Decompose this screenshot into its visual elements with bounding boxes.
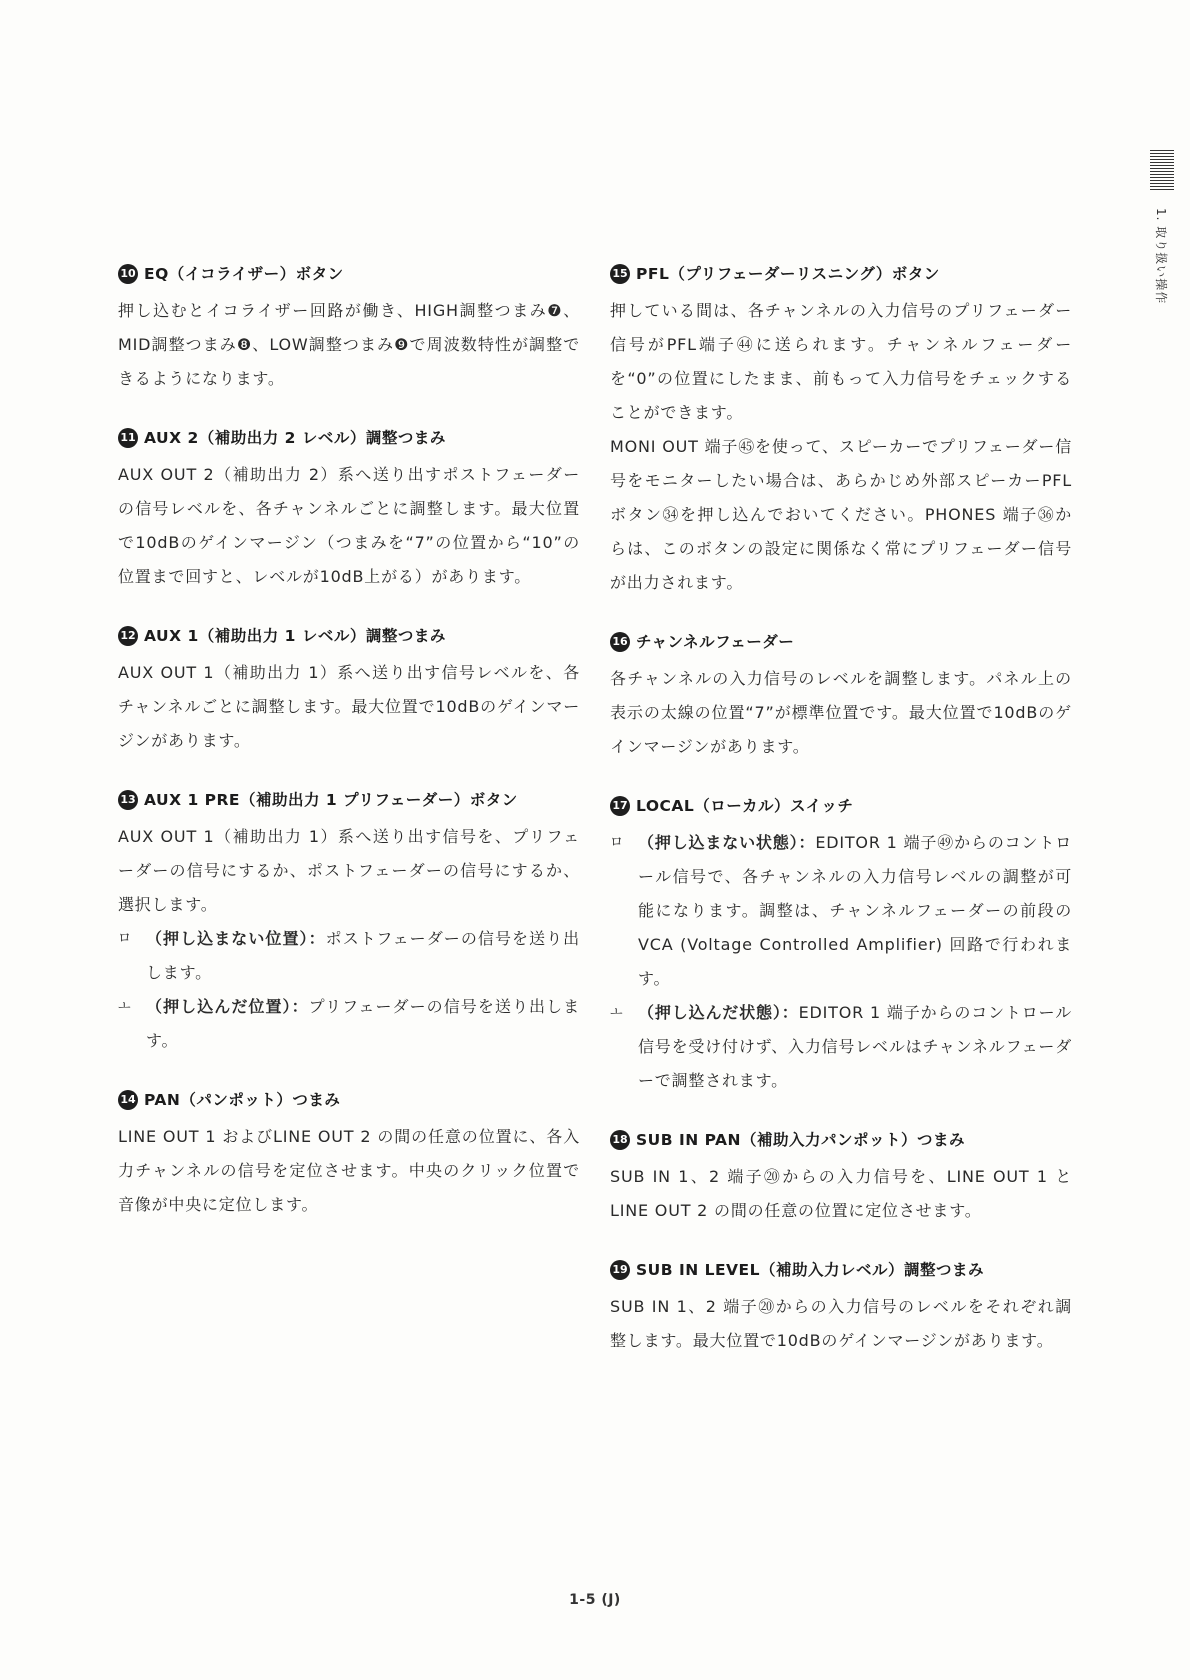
section-sub-in-pan bbox=[610, 1128, 1072, 1228]
option-label: （押し込んだ位置）： bbox=[146, 997, 309, 1016]
option-not-pressed bbox=[610, 826, 1072, 996]
section-pan-knob bbox=[118, 1088, 580, 1222]
section-title: PFL（プリフェーダーリスニング）ボタン bbox=[636, 265, 940, 283]
section-title: SUB IN LEVEL（補助入力レベル）調整つまみ bbox=[636, 1261, 985, 1279]
section-local-switch bbox=[610, 794, 1072, 1098]
button-up-symbol-icon: ロ bbox=[118, 931, 132, 946]
option-pressed bbox=[118, 990, 580, 1058]
section-aux1-pre-button bbox=[118, 788, 580, 1058]
button-up-symbol-icon: ロ bbox=[610, 835, 624, 850]
section-body: 押し込むとイコライザー回路が働き、HIGH調整つまみ❼、MID調整つまみ❽、LOW調整つまみ❾で周波数特性が調整できるようになります。 bbox=[118, 301, 580, 388]
section-body: AUX OUT 2（補助出力 2）系へ送り出すポストフェーダーの信号レベルを、各チャンネルごとに調整します。最大位置で10dBのゲインマージン（つまみを“7”の位置から“10”の位置まで回すと、レベルが10dB上がる）があります。 bbox=[118, 465, 580, 586]
item-number-badge: 14 bbox=[118, 1090, 138, 1110]
section-body: LINE OUT 1 およびLINE OUT 2 の間の任意の位置に、各入力チャンネルの信号を定位させます。中央のクリック位置で音像が中央に定位します。 bbox=[118, 1127, 580, 1214]
option-pressed bbox=[610, 996, 1072, 1098]
section-body: SUB IN 1、2 端子⑳からの入力信号を、LINE OUT 1 とLINE OUT 2 の間の任意の位置に定位させます。 bbox=[610, 1167, 1073, 1220]
section-title: LOCAL（ローカル）スイッチ bbox=[636, 797, 854, 815]
item-number-badge: 19 bbox=[610, 1260, 630, 1280]
option-label: （押し込まない状態）： bbox=[638, 833, 816, 852]
section-body: AUX OUT 1（補助出力 1）系へ送り出す信号レベルを、各チャンネルごとに調整します。最大位置で10dBのゲインマージンがあります。 bbox=[118, 663, 580, 750]
section-body: SUB IN 1、2 端子⑳からの入力信号のレベルをそれぞれ調整します。最大位置で10dBのゲインマージンがあります。 bbox=[610, 1297, 1072, 1350]
section-title: AUX 1（補助出力 1 レベル）調整つまみ bbox=[144, 627, 446, 645]
section-title: AUX 2（補助出力 2 レベル）調整つまみ bbox=[144, 429, 446, 447]
section-sub-in-level bbox=[610, 1258, 1072, 1358]
option-label: （押し込んだ状態）： bbox=[638, 1003, 799, 1022]
option-label: （押し込まない位置）： bbox=[146, 929, 326, 948]
section-eq-button bbox=[118, 262, 580, 396]
left-column bbox=[118, 262, 580, 1252]
section-aux1-knob bbox=[118, 624, 580, 758]
page-number: 1-5 (J) bbox=[569, 1592, 621, 1608]
section-title: AUX 1 PRE（補助出力 1 プリフェーダー）ボタン bbox=[144, 791, 518, 809]
section-body: AUX OUT 1（補助出力 1）系へ送り出す信号を、プリフェーダーの信号にするか、ポストフェーダーの信号にするか、選択します。 bbox=[118, 827, 580, 914]
side-index-tab bbox=[1150, 150, 1176, 305]
item-number-badge: 16 bbox=[610, 632, 630, 652]
item-number-badge: 10 bbox=[118, 264, 138, 284]
item-number-badge: 18 bbox=[610, 1130, 630, 1150]
index-bars bbox=[1150, 150, 1174, 190]
option-text: EDITOR 1 端子からのコントロール信号を受け付けず、入力信号レベルはチャンネルフェーダーで調整されます。 bbox=[638, 1003, 1072, 1090]
section-title: EQ（イコライザー）ボタン bbox=[144, 265, 344, 283]
section-body-2: MONI OUT 端子㊺を使って、スピーカーでプリフェーダー信号をモニターしたい場合は、あらかじめ外部スピーカーPFLボタン㉞を押し込んでおいてください。PHONES 端子㊱からは、このボタンの設定に関係なく常にプリフェーダー信号が出力されます。 bbox=[610, 437, 1072, 592]
section-pfl-button bbox=[610, 262, 1072, 600]
side-tab-label: 1. 取り扱い操作 bbox=[1154, 208, 1168, 305]
item-number-badge: 11 bbox=[118, 428, 138, 448]
section-body: 各チャンネルの入力信号のレベルを調整します。パネル上の表示の太線の位置“7”が標準位置です。最大位置で10dBのゲインマージンがあります。 bbox=[610, 669, 1072, 756]
option-text: プリフェーダーの信号を送り出します。 bbox=[146, 997, 580, 1050]
item-number-badge: 12 bbox=[118, 626, 138, 646]
section-title: SUB IN PAN（補助入力パンポット）つまみ bbox=[636, 1131, 966, 1149]
button-down-symbol-icon: ㅗ bbox=[610, 1005, 623, 1020]
section-title: PAN（パンポット）つまみ bbox=[144, 1091, 341, 1109]
right-column bbox=[610, 262, 1072, 1388]
section-title: チャンネルフェーダー bbox=[636, 633, 795, 651]
item-number-badge: 13 bbox=[118, 790, 138, 810]
section-body: 押している間は、各チャンネルの入力信号のプリフェーダー信号がPFL端子㊹に送られます。チャンネルフェーダーを“0”の位置にしたまま、前もって入力信号をチェックすることができます。 bbox=[610, 301, 1072, 422]
section-aux2-knob bbox=[118, 426, 580, 594]
section-channel-fader bbox=[610, 630, 1072, 764]
button-down-symbol-icon: ㅗ bbox=[118, 999, 131, 1014]
option-text: ポストフェーダーの信号を送り出します。 bbox=[146, 929, 580, 982]
option-not-pressed bbox=[118, 922, 580, 990]
item-number-badge: 17 bbox=[610, 796, 630, 816]
option-text: EDITOR 1 端子㊾からのコントロール信号で、各チャンネルの入力信号レベルの調整が可能になります。調整は、チャンネルフェーダーの前段のVCA (Voltage Controlled Amplifier) 回路で行われます。 bbox=[638, 833, 1072, 988]
item-number-badge: 15 bbox=[610, 264, 630, 284]
